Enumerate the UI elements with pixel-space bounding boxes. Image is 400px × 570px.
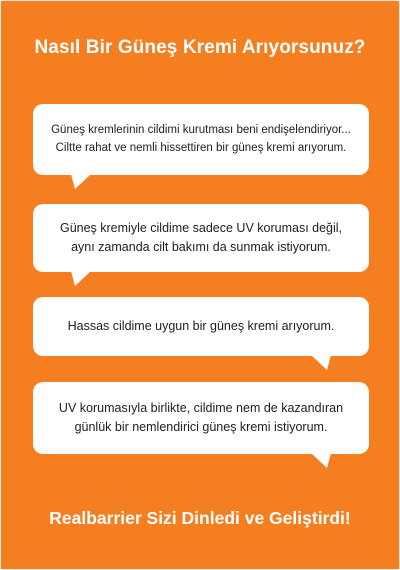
bubble-line: Güneş kremlerinin cildimi kurutması beni endişelendiriyor... [51,124,351,137]
bubble-line: Güneş kremiyle cildime sadece UV koruması değil, [59,221,343,236]
bubble-tail [311,355,331,370]
bubble-tail [71,174,91,189]
bubble-line: Hassas cildime uygun bir güneş kremi arıyorum. [67,319,335,334]
bubble-text [58,317,345,336]
speech-bubble-sensitive-skin [33,297,369,356]
bubble-line: günlük bir nemlendirici güneş kremi istiyorum. [74,420,328,434]
footer-tagline: Realbarrier Sizi Dinledi ve Geliştirdi! [49,508,351,528]
speech-bubble-moisturizer [33,382,369,454]
bubble-line: Ciltte rahat ve nemli hissettiren bir güneş kremi arıyorum. [55,141,347,154]
bubble-line: aynı zamanda cilt bakımı da sunmak istiyorum. [71,240,331,254]
bubble-tail [71,271,91,286]
speech-bubble-dry-skin [33,104,369,175]
bubble-text [41,122,361,157]
speech-bubble-skin-care [33,204,369,272]
bubble-text [49,399,353,438]
bubble-text [50,219,352,257]
bubble-line: UV korumasıyla birlikte, cildime nem de kazandıran [58,400,344,415]
bubble-tail [311,453,331,468]
headline: Nasıl Bir Güneş Kremi Arıyorsunuz? [34,37,366,58]
